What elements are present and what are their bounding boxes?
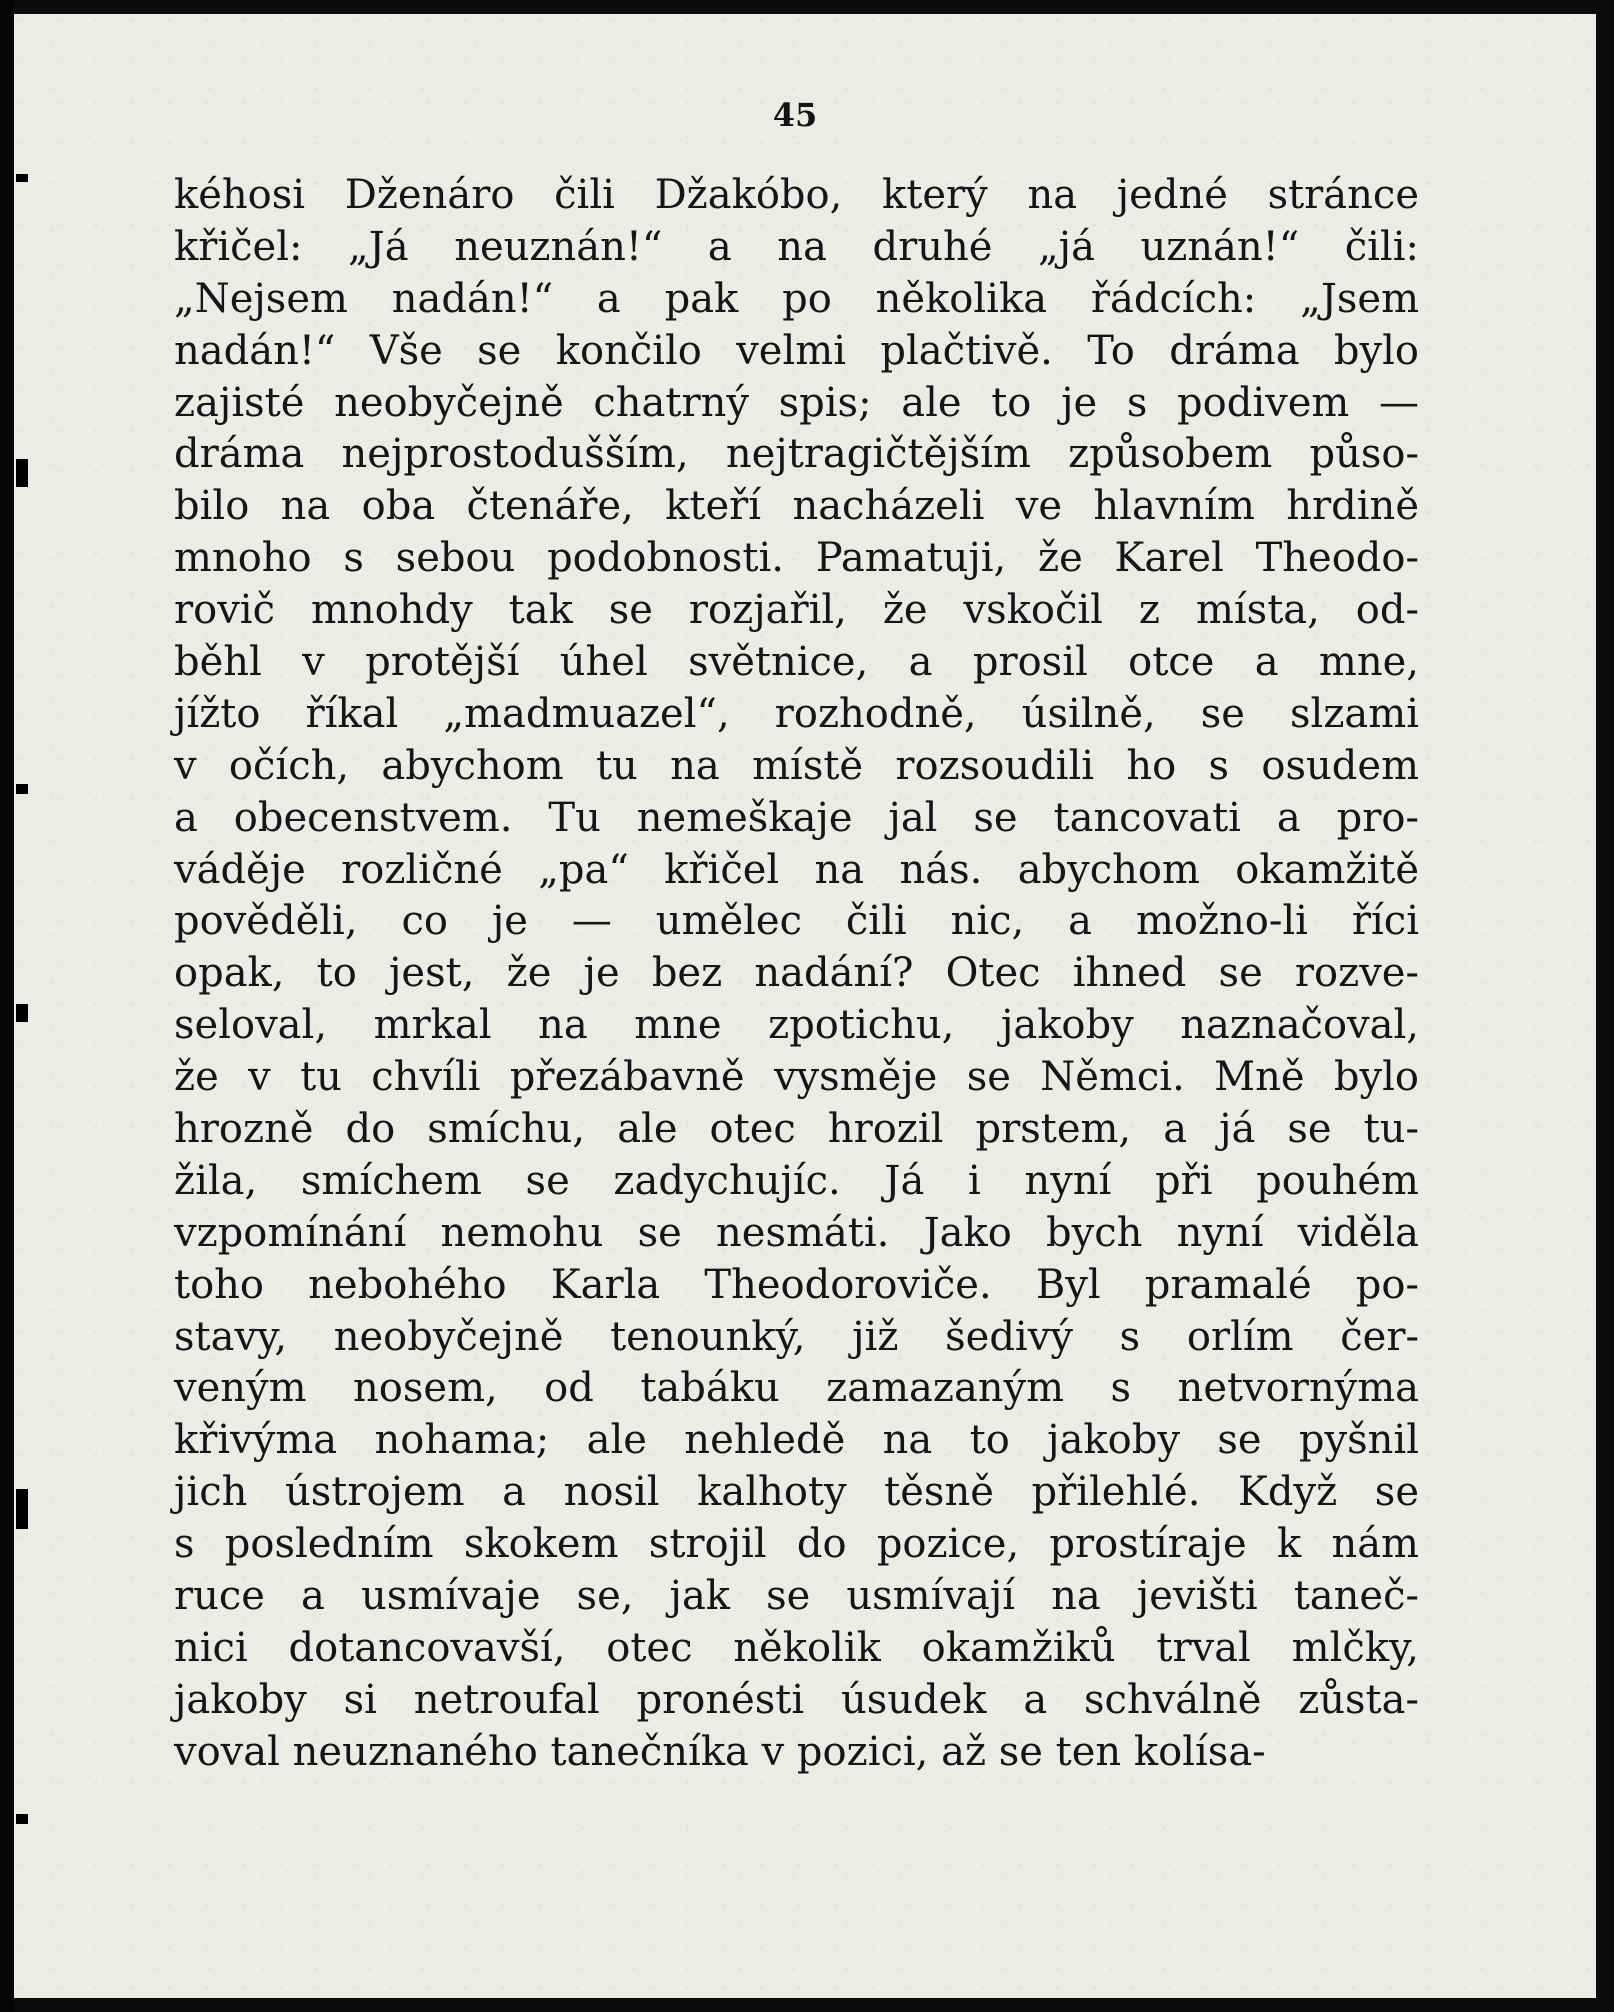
text-line: „Nejsem nadán!“ a pak po několika řádcích: „Jsem — [174, 275, 1419, 322]
text-line: seloval, mrkal na mne zpotichu, jakoby naznačoval, — [174, 1002, 1419, 1049]
text-line: stavy, neobyčejně tenounký, již šedivý s orlím čer- — [174, 1313, 1419, 1360]
text-line: zajisté neobyčejně chatrný spis; ale to je s podivem — — [174, 379, 1419, 426]
text-line: pověděli, co je — umělec čili nic, a možno-li říci — [174, 898, 1419, 945]
text-line: jich ústrojem a nosil kalhoty těsně přilehlé. Když se — [174, 1469, 1419, 1516]
binding-edge — [0, 0, 14, 2012]
text-line: nadán!“ Vše se končilo velmi plačtivě. To dráma bylo — [174, 327, 1419, 374]
text-line: s posledním skokem strojil do pozice, prostíraje k nám — [174, 1521, 1419, 1568]
text-line: vzpomínání nemohu se nesmáti. Jako bych nyní viděla — [174, 1209, 1419, 1256]
margin-mark — [16, 1004, 28, 1022]
text-line: opak, to jest, že je bez nadání? Otec ihned se rozve- — [174, 950, 1419, 997]
text-line: běhl v protější úhel světnice, a prosil otce a mne, — [174, 639, 1419, 686]
text-line: nici dotancovavší, otec několik okamžiků trval mlčky, — [174, 1624, 1419, 1671]
text-line: veným nosem, od tabáku zamazaným s netvornýma — [174, 1365, 1419, 1412]
text-line: křičel: „Já neuznán!“ a na druhé „já uznán!“ čili: — [174, 223, 1419, 270]
text-line: a obecenstvem. Tu nemeškaje jal se tancovati a pro- — [174, 794, 1419, 841]
margin-mark — [16, 174, 28, 182]
text-line: v očích, abychom tu na místě rozsoudili ho s osudem — [174, 742, 1419, 789]
text-line: hrozně do smíchu, ale otec hrozil prstem, a já se tu- — [174, 1106, 1419, 1153]
text-line: rovič mnohdy tak se rozjařil, že vskočil z místa, od- — [174, 587, 1419, 634]
text-line: váděje rozličné „pa“ křičel na nás. abychom okamžitě — [174, 846, 1419, 893]
text-line: žila, smíchem se zadychujíc. Já i nyní při pouhém — [174, 1157, 1419, 1204]
text-line: křivýma nohama; ale nehledě na to jakoby se pyšnil — [174, 1417, 1419, 1464]
margin-mark — [16, 784, 28, 794]
margin-mark — [16, 1814, 28, 1824]
text-line: že v tu chvíli přezábavně vysměje se Němci. Mně bylo — [174, 1054, 1419, 1101]
text-line: jakoby si netroufal pronésti úsudek a schválně zůsta- — [174, 1676, 1419, 1723]
margin-mark — [16, 459, 28, 487]
text-line: bilo na oba čtenáře, kteří nacházeli ve hlavním hrdině — [174, 483, 1419, 530]
text-line: toho nebohého Karla Theodoroviče. Byl pramalé po- — [174, 1261, 1419, 1308]
text-line: kéhosi Dženáro čili Džakóbo, který na jedné stránce — [174, 172, 1419, 218]
body-text — [174, 170, 1419, 1779]
page-number: 45 — [772, 96, 818, 134]
text-line: jížto říkal „madmuazel“, rozhodně, úsilně, se slzami — [174, 690, 1419, 737]
text-line: mnoho s sebou podobnosti. Pamatuji, že Karel Theodo- — [174, 535, 1419, 582]
text-line: ruce a usmívaje se, jak se usmívají na jevišti taneč- — [174, 1573, 1419, 1620]
margin-mark — [16, 1489, 28, 1529]
text-line: voval neuznaného tanečníka v pozici, až se ten kolísa- — [174, 1728, 1266, 1775]
text-line: dráma nejprostodušším, nejtragičtějším způsobem půso- — [174, 431, 1419, 478]
